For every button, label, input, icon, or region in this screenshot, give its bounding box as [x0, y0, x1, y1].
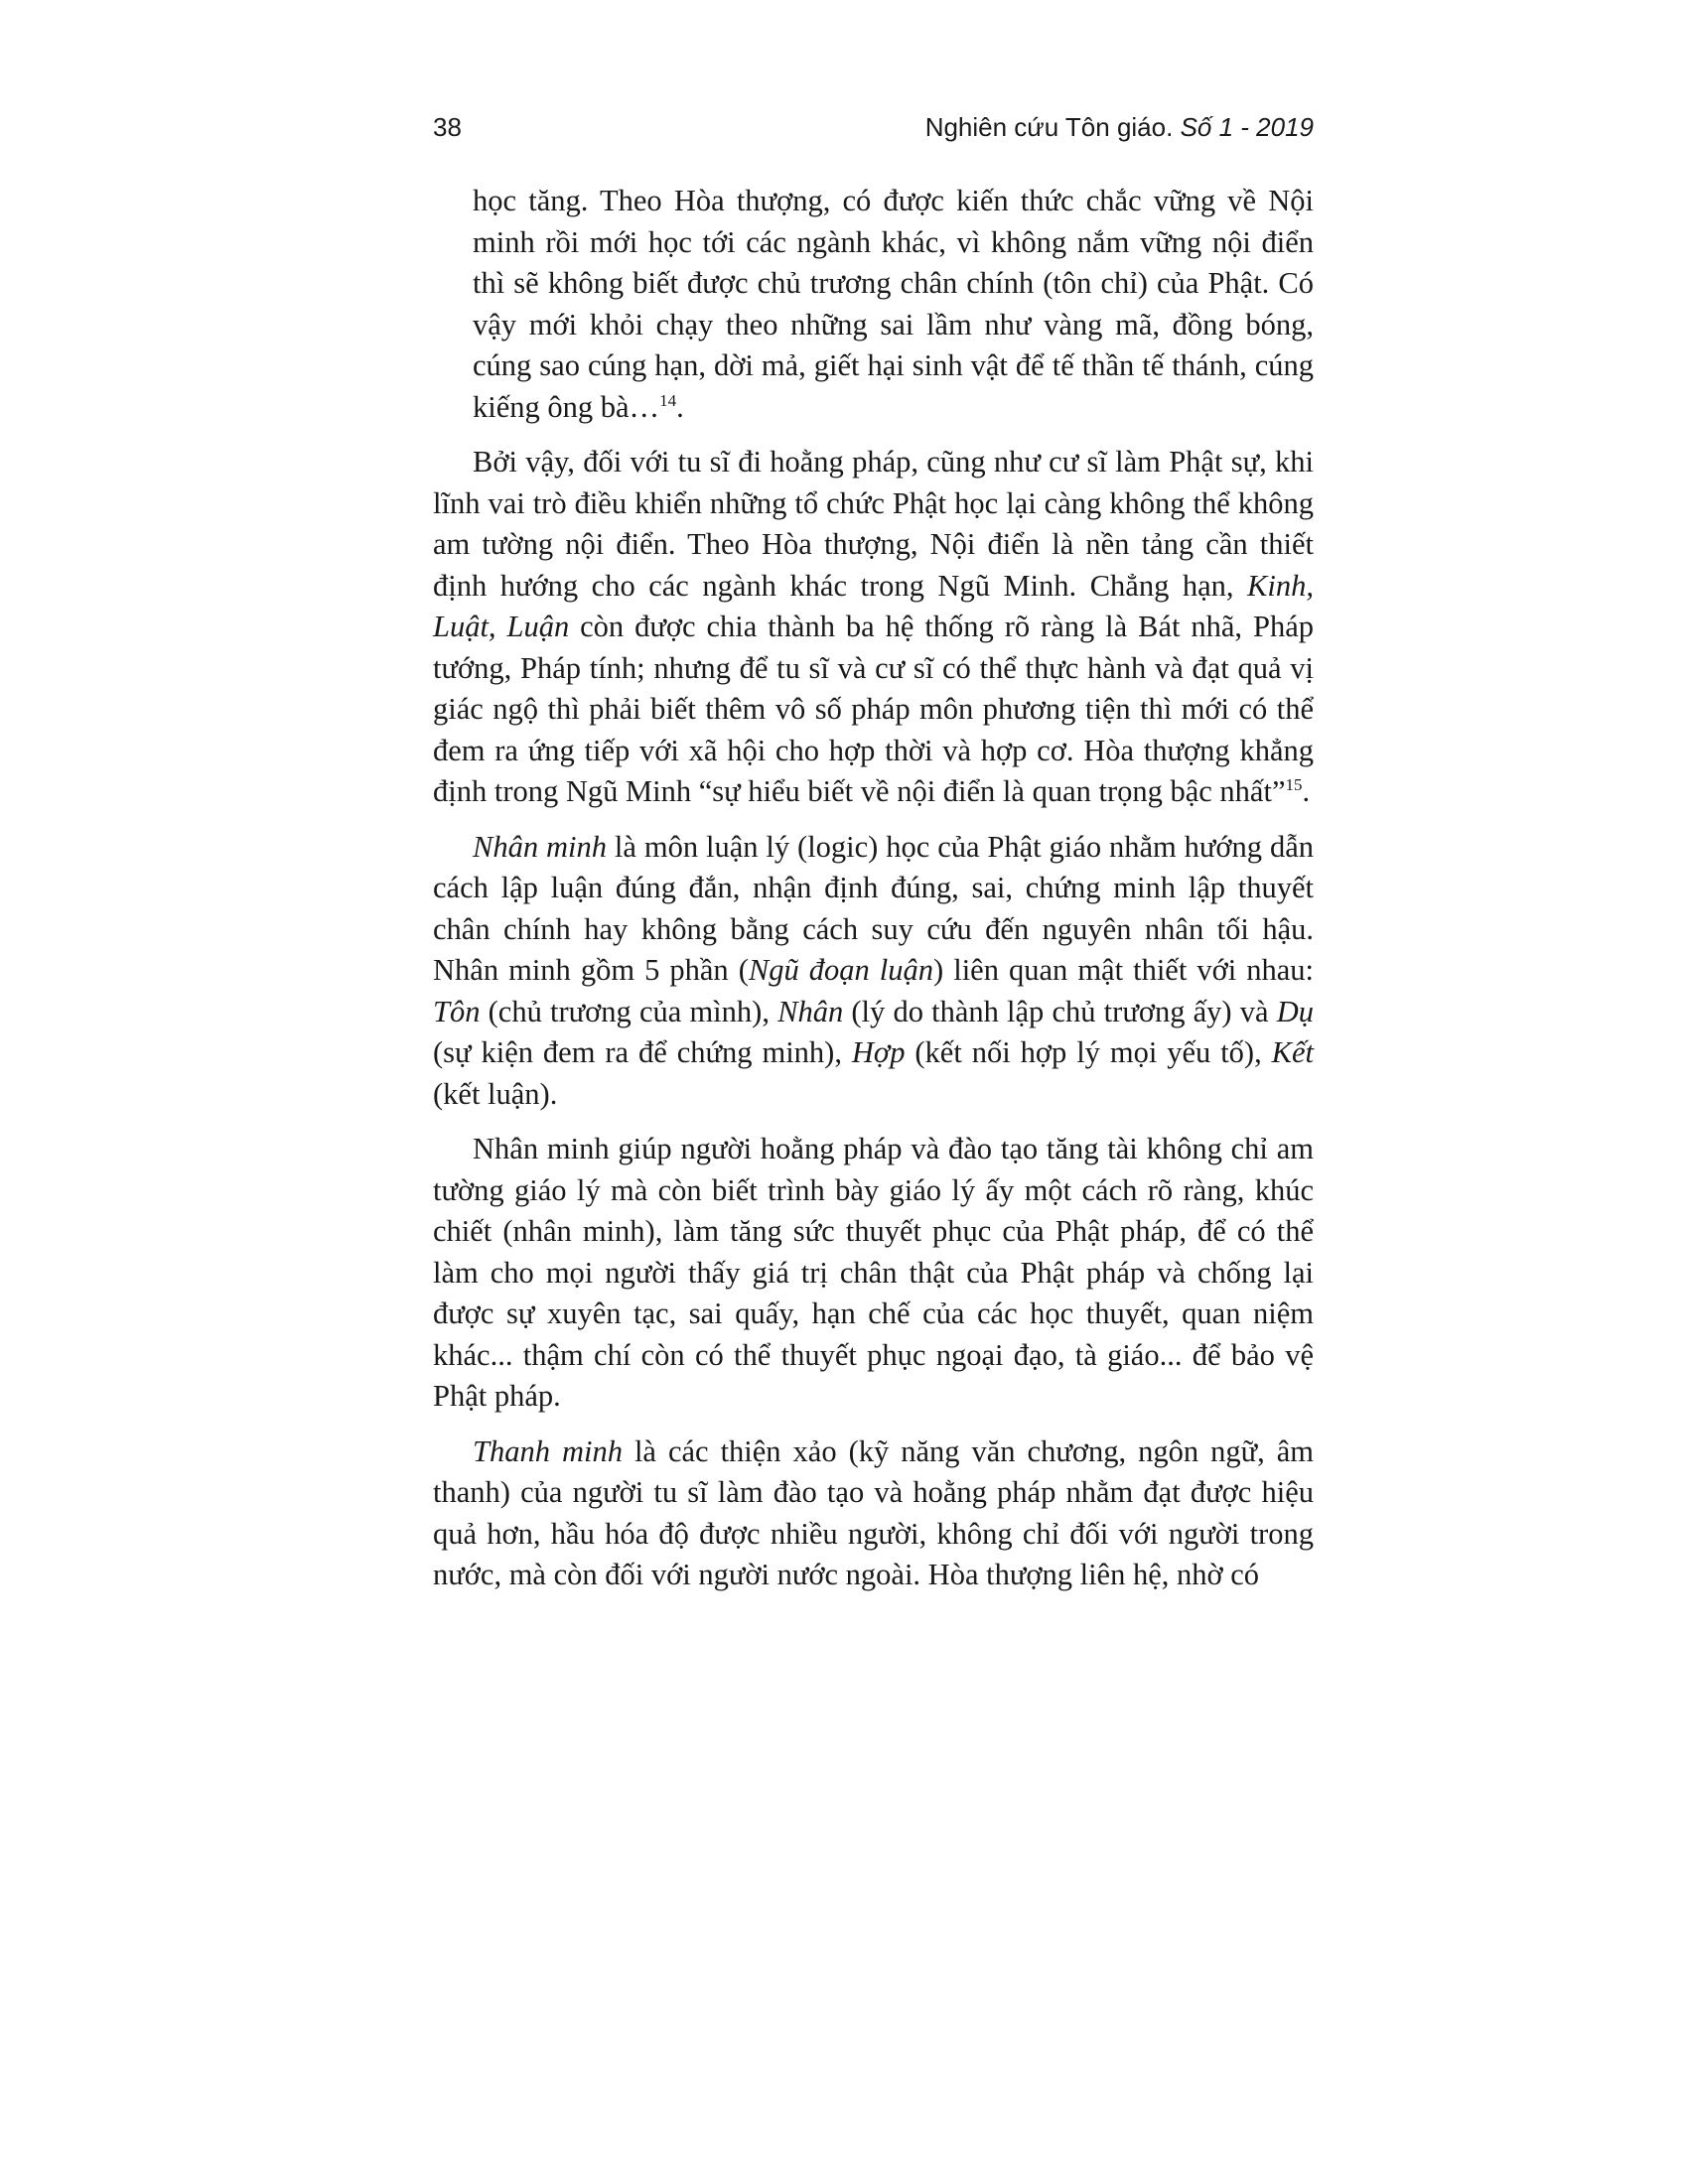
text-run: (kết nối hợp lý mọi yếu tố), [905, 1035, 1272, 1069]
issue-number: Số 1 - 2019 [1180, 112, 1314, 142]
journal-title: Nghiên cứu Tôn giáo. [924, 112, 1174, 142]
paragraph [433, 1432, 1314, 1596]
italic-term: Thanh minh [473, 1433, 623, 1468]
text-run: (chủ trương của mình), [480, 994, 778, 1028]
italic-term: Hợp [851, 1035, 906, 1069]
italic-term: Dụ [1276, 994, 1314, 1028]
text-run: Nhân minh giúp người hoằng pháp và đào tạo tăng tài không chỉ am tường giáo lý mà còn biết trình bày giáo lý ấy một cách rõ ràng, khúc chiết (nhân minh), làm tăng sức thuyết phục của Phật pháp, để có thể làm cho mọi người thấy giá trị chân thật của Phật pháp và chống lại được sự xuyên tạc, sai quấy, hạn chế của các học thuyết, quan niệm khác... thậm chí còn có thể thuyết phục ngoại đạo, tà giáo... để bảo vệ Phật pháp. [433, 1132, 1314, 1413]
footnote-ref: 15 [1285, 774, 1303, 794]
italic-term: Nhân minh [473, 829, 608, 864]
italic-term: Kinh, Luật, Luận [433, 568, 1314, 643]
paragraph [433, 442, 1314, 813]
text-run: . [1302, 774, 1311, 808]
text-run: ) liên quan mật thiết với nhau: [933, 953, 1314, 987]
paragraph [433, 1129, 1314, 1418]
italic-term: Tôn [433, 994, 481, 1028]
text-run: . [676, 389, 684, 424]
running-head [925, 107, 1314, 147]
paragraph [433, 827, 1314, 1116]
italic-term: Nhân [777, 994, 844, 1028]
text-run: là các thiện xảo (kỹ năng văn chương, ngôn ngữ, âm thanh) của người tu sĩ làm đào tạo và hoằng pháp nhằm đạt được hiệu quả hơn, hầu hóa độ được nhiều người, không chỉ đối với người trong nước, mà còn đối với người nước ngoài. Hòa thượng liên hệ, nhờ có [433, 1433, 1314, 1591]
text-run: Bởi vậy, đối với tu sĩ đi hoằng pháp, cũng như cư sĩ làm Phật sự, khi lĩnh vai trò điều khiển những tổ chức Phật học lại càng không thể không am tường nội điển. Theo Hòa thượng, Nội điển là nền tảng cần thiết định hướng cho các ngành khác trong Ngũ Minh. Chẳng hạn, [433, 445, 1314, 603]
text-run: còn được chia thành ba hệ thống rõ ràng là Bát nhã, Pháp tướng, Pháp tính; nhưng để tu sĩ và cư sĩ có thể thực hành và đạt quả vị giác ngộ thì phải biết thêm vô số pháp môn phương tiện thì mới có thể đem ra ứng tiếp với xã hội cho hợp thời và hợp cơ. Hòa thượng khẳng định trong Ngũ Minh “sự hiểu biết về nội điển là quan trọng bậc nhất” [433, 610, 1314, 808]
page-header [433, 107, 1314, 147]
italic-term: Kết [1271, 1035, 1314, 1069]
text-run: (kết luận). [433, 1076, 558, 1111]
body-text [433, 181, 1315, 1610]
footnote-ref: 14 [659, 390, 677, 410]
paragraph [473, 181, 1314, 428]
text-run: (lý do thành lập chủ trương ấy) và [843, 994, 1277, 1028]
text-run: học tăng. Theo Hòa thượng, có được kiến thức chắc vững về Nội minh rồi mới học tới các ngành khác, vì không nắm vững nội điển thì sẽ không biết được chủ trương chân chính (tôn chỉ) của Phật. Có vậy mới khỏi chạy theo những sai lầm như vàng mã, đồng bóng, cúng sao cúng hạn, dời mả, giết hại sinh vật để tế thần tế thánh, cúng kiếng ông bà… [473, 184, 1314, 424]
text-run: (sự kiện đem ra để chứng minh), [433, 1035, 852, 1069]
italic-term: Ngũ đoạn luận [748, 953, 934, 987]
text-run: là môn luận lý (logic) học của Phật giáo nhằm hướng dẫn cách lập luận đúng đắn, nhận định đúng, sai, chứng minh lập thuyết chân chính hay không bằng cách suy cứu đến nguyên nhân tối hậu. Nhân minh gồm 5 phần ( [433, 829, 1315, 987]
page-number: 38 [433, 112, 462, 142]
